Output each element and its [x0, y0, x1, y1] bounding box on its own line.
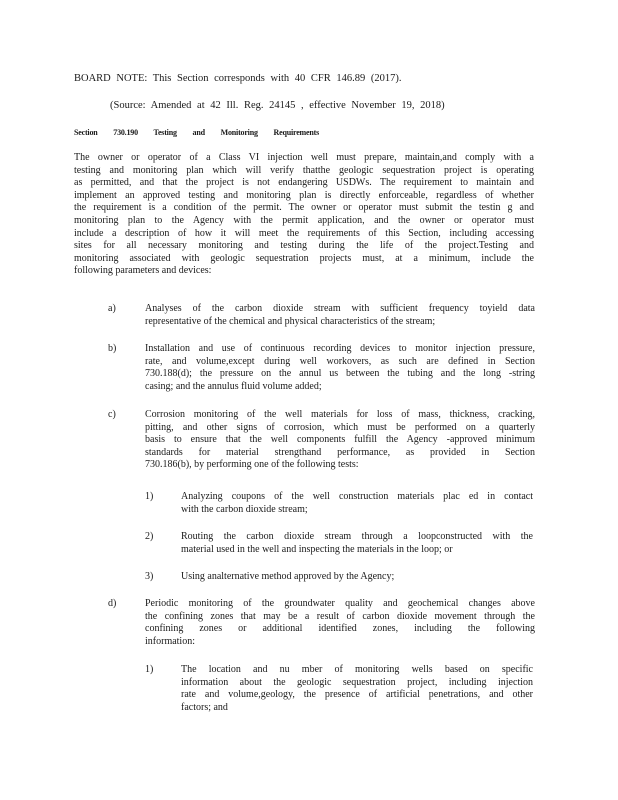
item-line: casing; and the annulus fluid volume added; — [145, 380, 322, 392]
item-label: a) — [108, 303, 116, 314]
intro-line: as permitted, and that the project is not endangering USDWs. The requirement to maintain and — [74, 177, 534, 189]
item-line: pitting, and other signs of corrosion, which must be performed on a quarterly — [145, 421, 535, 433]
intro-line: monitoring associated with geologic sequestration projects must, at a minimum, include the — [74, 252, 534, 264]
intro-line: testing and monitoring plan which will verify thatthe geologic sequestration project is operating — [74, 164, 534, 176]
item-line: basis to ensure that the well components fulfill the Agency -approved minimum — [145, 434, 535, 446]
item-line: representative of the chemical and physical characteristics of the stream; — [145, 315, 436, 327]
subitem-line: information about the geologic sequestration project, including injection — [181, 676, 533, 688]
subitem-text — [181, 491, 533, 516]
subitem-line: material used in the well and inspecting the materials in the loop; or — [181, 543, 453, 555]
item-label: c) — [108, 409, 116, 420]
subitem-label: 3) — [145, 571, 154, 582]
item-line: Periodic monitoring of the groundwater quality and geochemical changes above — [145, 598, 535, 609]
item-line: 730.188(d); the pressure on the annul us between the tubing and the long -string — [145, 368, 535, 380]
item-line: 730.186(b), by performing one of the following tests: — [145, 459, 359, 471]
subitem-line: The location and nu mber of monitoring wells based on specific — [181, 664, 533, 675]
subitem-text — [181, 664, 533, 714]
item-line: Corrosion monitoring of the well materials for loss of mass, thickness, cracking, — [145, 409, 535, 420]
item-label: d) — [108, 598, 117, 609]
item-line: standards for material strengthand performance, as provided in Section — [145, 446, 535, 458]
subitem-text — [181, 531, 533, 556]
subitem-line: Analyzing coupons of the well construction materials plac ed in contact — [181, 491, 533, 502]
subitem-line: factors; and — [181, 701, 228, 713]
item-line: rate, and volume,except during well workovers, as such are defined in Section — [145, 355, 535, 367]
intro-paragraph — [74, 152, 536, 278]
item-line: Installation and use of continuous recording devices to monitor injection pressure, — [145, 343, 535, 354]
intro-line: following parameters and devices: — [74, 265, 212, 277]
subitem-line: with the carbon dioxide stream; — [181, 503, 308, 515]
subitem-label: 1) — [145, 664, 154, 675]
subitem-label: 1) — [145, 491, 154, 502]
item-label: b) — [108, 343, 117, 354]
item-text — [145, 343, 535, 393]
intro-line: monitoring plan to the Agency with the permit application, and the owner or operator must — [74, 214, 534, 226]
item-line: Analyses of the carbon dioxide stream with sufficient frequency toyield data — [145, 303, 535, 314]
item-text — [145, 598, 535, 648]
source-note: (Source: Amended at 42 Ill. Reg. 24145 , effective November 19, 2018) — [110, 100, 445, 111]
subitem-line: Routing the carbon dioxide stream through a loopconstructed with the — [181, 531, 533, 542]
subitem-label: 2) — [145, 531, 154, 542]
subitem-line: rate and volume,geology, the presence of artificial penetrations, and other — [181, 689, 533, 701]
intro-line: sites for all necessary monitoring and testing during the life of the project.Testing and — [74, 240, 534, 252]
section-heading: Section 730.190 Testing and Monitoring Requirements — [74, 128, 319, 137]
intro-line: The owner or operator of a Class VI injection well must prepare, maintain,and comply with a — [74, 152, 534, 163]
intro-line: include a description of how it will meet the requirements of this Section, including accessing — [74, 227, 534, 239]
intro-line: implement an approved testing and monitoring plan is directly enforceable, regardless of whether — [74, 189, 534, 201]
board-note: BOARD NOTE: This Section corresponds with 40 CFR 146.89 (2017). — [74, 73, 402, 84]
item-text — [145, 409, 535, 472]
item-line: the confining zones that may be a result of carbon dioxide movement through the — [145, 610, 535, 622]
item-text — [145, 303, 535, 328]
item-line: information: — [145, 635, 195, 647]
intro-line: the requirement is a condition of the permit. The owner or operator must submit the testin g and — [74, 202, 534, 214]
subitem-text — [181, 571, 533, 584]
item-line: confining zones or additional identified zones, including the following — [145, 623, 535, 635]
subitem-line: Using analternative method approved by the Agency; — [181, 571, 395, 582]
